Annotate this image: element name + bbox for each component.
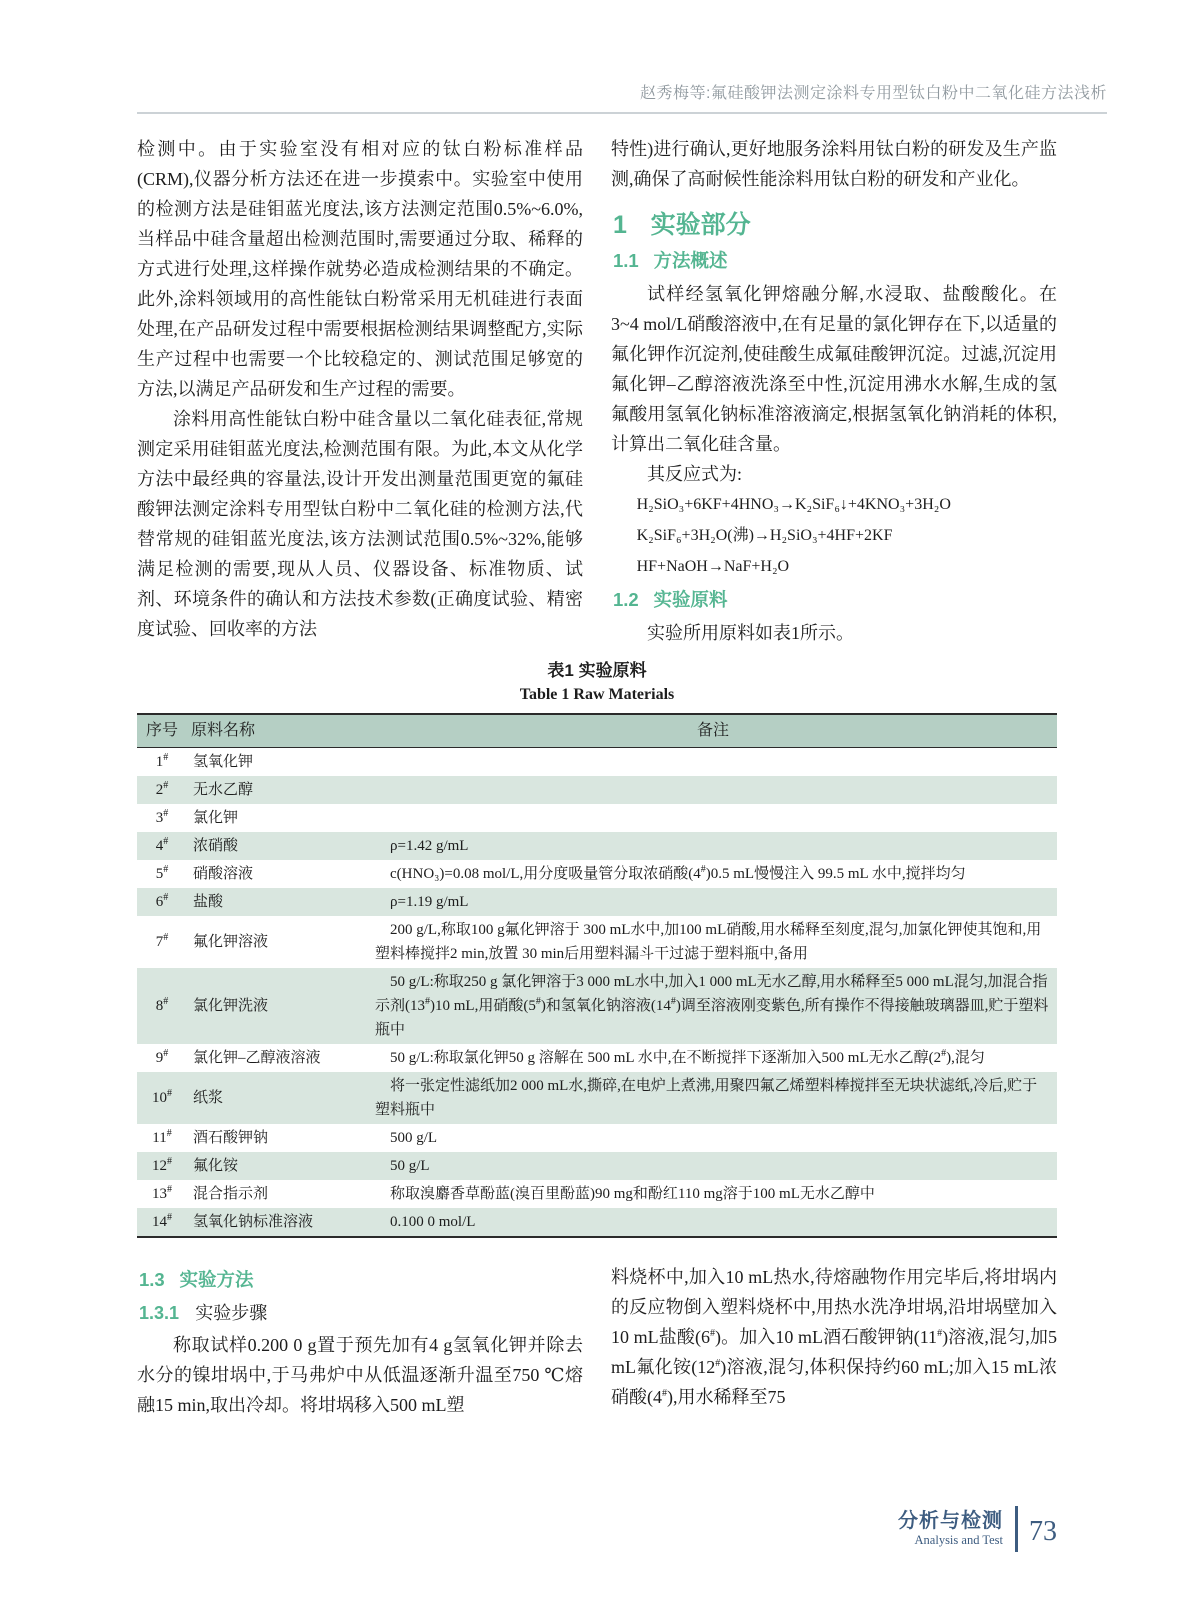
material-remark: 50 g/L:称取250 g 氯化钾溶于3 000 mL水中,加入1 000 mL无水乙醇,用水稀释至5 000 mL混匀,加混合指示剂(13#)10 mL,用硝酸(5#)和氢氧化钠溶液(14#)调至溶液刚变紫色,所有操作不得接触玻璃器皿,贮于塑料瓶中: [375, 974, 1049, 1039]
material-no: 7#: [155, 932, 169, 951]
material-name: 氯化钾: [193, 810, 239, 827]
chemical-equation: H₂SiO₃+6KF+4HNO₃→K₂SiF₆↓+4KNO₃+3H₂O: [636, 495, 951, 513]
paragraph: 试样经氢氧化钾熔融分解,水浸取、盐酸酸化。在3~4 mol/L硝酸溶液中,在有足量的氯化钾存在下,以适量的氟化钾作沉淀剂,使硅酸生成氟硅酸钾沉淀。过滤,沉淀用氟化钾–乙醇溶液洗涤至中性,沉淀用沸水水解,生成的氢氟酸用氢氧化钠标准溶液滴定,根据氢氧化钠消耗的体积,计算出二氧化硅含量。: [611, 283, 1057, 454]
material-remark: c(HNO₃)=0.08 mol/L,用分度吸量管分取浓硝酸(4#)0.5 mL慢慢注入 99.5 mL 水中,搅拌均匀: [390, 864, 966, 883]
raw-materials-table: [137, 713, 1057, 1238]
material-name: 氢氧化钠标准溶液: [193, 1214, 314, 1231]
reaction-intro: 其反应式为:: [647, 463, 743, 484]
running-head: [137, 80, 1107, 114]
section-heading-1: [613, 211, 1057, 240]
section-number: 1.1: [613, 249, 639, 271]
material-name: 氟化钾溶液: [193, 934, 269, 951]
section-title: 实验原料: [653, 588, 728, 610]
column-left: [137, 1262, 583, 1420]
table-row: [137, 1152, 1057, 1180]
column-header-no: 序号: [137, 714, 187, 748]
table-row: [137, 776, 1057, 804]
page-footer: [898, 1506, 1057, 1552]
material-no: 1#: [155, 752, 169, 771]
material-no: 10#: [152, 1088, 172, 1107]
material-name: 硝酸溶液: [193, 866, 254, 883]
material-name: 氯化钾洗液: [193, 998, 269, 1015]
section-heading-1-1: [613, 250, 1057, 272]
section-heading-1-2: [613, 589, 1057, 611]
column-left: [137, 134, 583, 648]
table-row: [137, 916, 1057, 968]
material-no: 8#: [155, 996, 169, 1015]
page-number: 73: [1029, 1516, 1057, 1547]
section-number: 1: [613, 211, 627, 239]
table-row: [137, 748, 1057, 777]
material-remark: [369, 748, 1057, 777]
journal-name: [898, 1510, 1003, 1548]
table-row: [137, 1208, 1057, 1237]
material-no: 2#: [155, 780, 169, 799]
table-caption-en: Table 1 Raw Materials: [519, 686, 675, 704]
section-heading-1-3: [139, 1269, 583, 1291]
chemical-equation: K₂SiF₆+3H₂O(沸)→H₂SiO₃+4HF+2KF: [636, 526, 893, 544]
table-row: [137, 1072, 1057, 1124]
body-columns-bottom: [137, 1262, 1057, 1420]
material-no: 6#: [155, 892, 169, 911]
section-heading-1-3-1: [139, 1298, 583, 1328]
material-no: 14#: [152, 1212, 172, 1231]
material-no: 4#: [155, 836, 169, 855]
paragraph: 实验所用原料如表1所示。: [647, 623, 854, 644]
table-header: [137, 714, 1057, 748]
material-no: 11#: [152, 1128, 172, 1147]
column-right: [611, 134, 1057, 648]
section-number: 1.3.1: [139, 1303, 180, 1324]
table-row: [137, 1044, 1057, 1072]
material-remark: 将一张定性滤纸加2 000 mL水,撕碎,在电炉上煮沸,用聚四氟乙烯塑料棒搅拌至无块状滤纸,冷后,贮于塑料瓶中: [375, 1078, 1038, 1119]
material-name: 混合指示剂: [193, 1186, 269, 1203]
material-name: 氢氧化钾: [193, 754, 254, 771]
paragraph: 称取试样0.200 0 g置于预先加有4 g氢氧化钾并除去水分的镍坩埚中,于马弗炉中从低温逐渐升温至750 ℃熔融15 min,取出冷却。将坩埚移入500 mL塑: [137, 1335, 583, 1416]
section-title: 实验部分: [650, 211, 751, 239]
running-head-title: 赵秀梅等:氟硅酸钾法测定涂料专用型钛白粉中二氧化硅方法浅析: [640, 85, 1107, 102]
material-remark: [369, 804, 1057, 832]
material-no: 5#: [155, 864, 169, 883]
material-name: 浓硝酸: [193, 838, 239, 855]
material-remark: [369, 776, 1057, 804]
chemical-equation: HF+NaOH→NaF+H₂O: [636, 557, 790, 575]
footer-divider: [1015, 1506, 1018, 1552]
paragraph: 特性)进行确认,更好地服务涂料用钛白粉的研发及生产监测,确保了高耐候性能涂料用钛白粉的研发和产业化。: [611, 139, 1057, 189]
material-remark: ρ=1.42 g/mL: [390, 838, 469, 855]
journal-name-cn: 分析与检测: [898, 1510, 1003, 1532]
table1-block: [137, 660, 1057, 1238]
table-row: [137, 1124, 1057, 1152]
table-row: [137, 888, 1057, 916]
table-header-row: [137, 714, 1057, 748]
material-name: 氟化铵: [193, 1158, 239, 1175]
material-name: 盐酸: [193, 894, 224, 911]
paragraph: 料烧杯中,加入10 mL热水,待熔融物作用完毕后,将坩埚内的反应物倒入塑料烧杯中,用热水洗净坩埚,沿坩埚壁加入10 mL盐酸(6#)。加入10 mL酒石酸钾钠(11#)溶液,混匀,加5 mL氟化铵(12#)溶液,混匀,体积保持约60 mL;加入15 mL浓硝酸(4#),用水稀释至75: [611, 1267, 1057, 1408]
section-number: 1.2: [613, 588, 639, 610]
section-number: 1.3: [139, 1269, 165, 1291]
material-no: 3#: [155, 808, 169, 827]
column-header-name: 原料名称: [187, 714, 369, 748]
table-row: [137, 804, 1057, 832]
column-header-remark: 备注: [369, 714, 1057, 748]
table-caption-cn: 表1 实验原料: [547, 661, 647, 681]
material-name: 氯化钾–乙醇液溶液: [193, 1050, 321, 1067]
material-name: 纸浆: [193, 1090, 224, 1107]
material-no: 9#: [155, 1048, 169, 1067]
material-remark: 0.100 0 mol/L: [390, 1214, 476, 1231]
material-remark: 50 g/L:称取氯化钾50 g 溶解在 500 mL 水中,在不断搅拌下逐渐加入500 mL无水乙醇(2#),混匀: [390, 1048, 985, 1067]
table-row: [137, 968, 1057, 1044]
material-no: 12#: [152, 1156, 172, 1175]
material-remark: 称取溴麝香草酚蓝(溴百里酚蓝)90 mg和酚红110 mg溶于100 mL无水乙醇中: [390, 1186, 875, 1203]
paragraph: 检测中。由于实验室没有相对应的钛白粉标准样品(CRM),仪器分析方法还在进一步摸索中。实验室中使用的检测方法是硅钼蓝光度法,该方法测定范围0.5%~6.0%,当样品中硅含量超出检测范围时,需要通过分取、稀释的方式进行处理,这样操作就势必造成检测结果的不确定。此外,涂料领域用的高性能钛白粉常采用无机硅进行表面处理,在产品研发过程中需要根据检测结果调整配方,实际生产过程中也需要一个比较稳定的、测试范围足够宽的方法,以满足产品研发和生产过程的需要。: [137, 139, 583, 399]
material-remark: ρ=1.19 g/mL: [390, 894, 469, 911]
section-title: 实验方法: [179, 1269, 254, 1291]
table-row: [137, 1180, 1057, 1208]
material-remark: 50 g/L: [390, 1158, 430, 1175]
table-row: [137, 832, 1057, 860]
material-no: 13#: [152, 1184, 172, 1203]
section-title: 实验步骤: [195, 1303, 268, 1324]
material-name: 酒石酸钾钠: [193, 1130, 269, 1147]
material-remark: 500 g/L: [390, 1130, 438, 1147]
journal-name-en: Analysis and Test: [914, 1533, 1003, 1547]
paragraph: 涂料用高性能钛白粉中硅含量以二氧化硅表征,常规测定采用硅钼蓝光度法,检测范围有限。为此,本文从化学方法中最经典的容量法,设计开发出测量范围更宽的氟硅酸钾法测定涂料专用型钛白粉中二氧化硅的检测方法,代替常规的硅钼蓝光度法,该方法测试范围0.5%~32%,能够满足检测的需要,现从人员、仪器设备、标准物质、试剂、环境条件的确认和方法技术参数(正确度试验、精密度试验、回收率的方法: [137, 409, 583, 639]
column-right: [611, 1262, 1057, 1420]
body-columns-top: [137, 134, 1057, 648]
table-row: [137, 860, 1057, 888]
material-remark: 200 g/L,称取100 g氟化钾溶于 300 mL水中,加100 mL硝酸,用水稀释至刻度,混匀,加氯化钾使其饱和,用塑料棒搅拌2 min,放置 30 min后用塑料漏斗干过滤于塑料瓶中,备用: [375, 922, 1042, 963]
section-title: 方法概述: [653, 249, 728, 271]
material-name: 无水乙醇: [193, 782, 254, 799]
